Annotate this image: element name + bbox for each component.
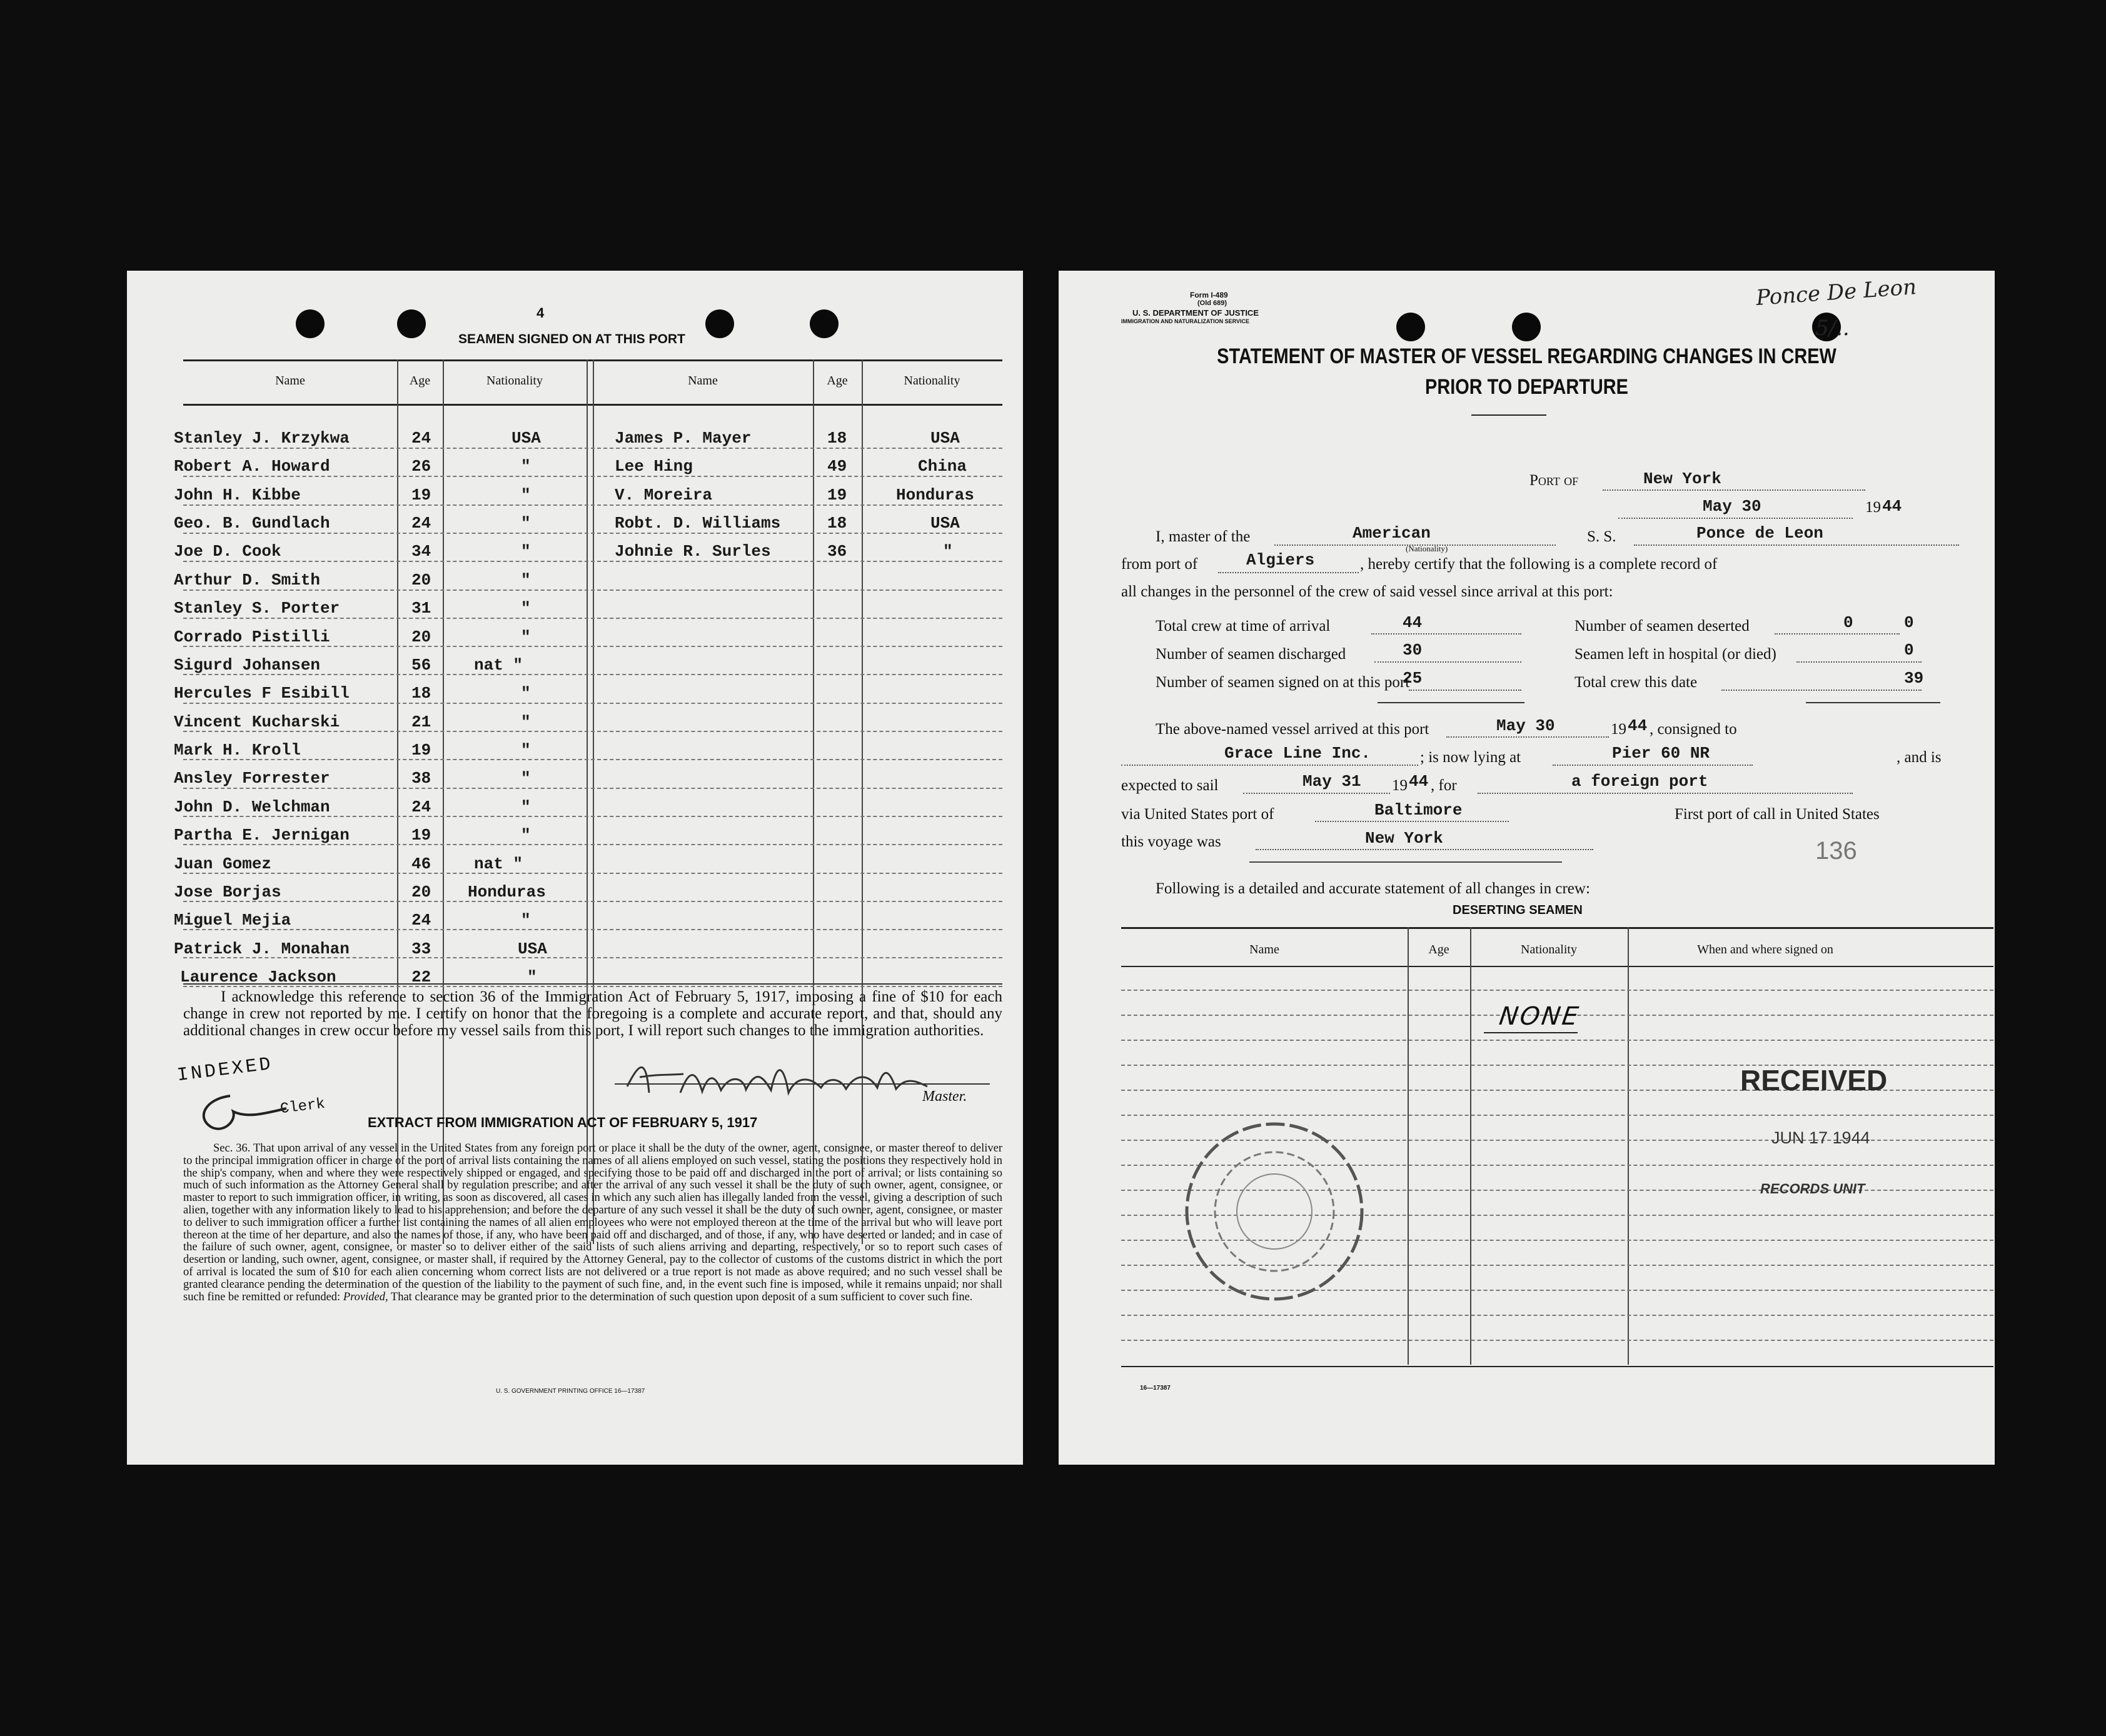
arrived-date: May 30 [1496,716,1555,735]
form-number: Form I-489 [1190,291,1228,299]
arrived-year: 44 [1628,716,1648,735]
seaman-nationality: USA [511,429,541,448]
lying-label: ; is now lying at [1420,749,1521,766]
deserting-col-divider [1628,927,1629,1365]
seaman-age: 20 [411,883,431,901]
seaman-age: 31 [411,599,431,618]
table-row-rule [183,533,1002,534]
form-title-line-2: PRIOR TO DEPARTURE [1425,375,1628,399]
seaman-age: 20 [411,628,431,646]
seaman-nationality: " [521,599,531,618]
total-arrival-label: Total crew at time of arrival [1156,618,1331,635]
ss-label: S. S. [1587,528,1616,545]
deserting-col-divider [1470,927,1471,1365]
seaman-nationality: " [521,798,531,816]
seaman-nationality: USA [930,514,960,533]
from-port-value: Algiers [1246,551,1315,569]
lying-value: Pier 60 NR [1612,744,1710,763]
column-divider [443,359,444,1244]
signed-on-value: 25 [1403,669,1423,688]
department: U. S. DEPARTMENT OF JUSTICE [1132,308,1259,318]
certify-text: , hereby certify that the following is a complete record of [1360,556,1718,573]
seaman-age: 19 [411,826,431,845]
seaman-age: 21 [411,713,431,731]
voyage-value: New York [1365,829,1443,848]
arrived-label: The above-named vessel arrived at this port [1156,721,1429,738]
seaman-age: 22 [411,968,431,986]
deserting-row-rule [1121,1040,1993,1041]
punch-hole [705,309,734,338]
col-age: Age [409,374,431,388]
seaman-nationality: " [521,769,531,788]
printer-line: 16—17387 [1140,1385,1171,1392]
form-old: (Old 689) [1197,299,1227,307]
deserting-row-rule [1121,990,1993,991]
section-body: That upon arrival of any vessel in the United States from any foreign port or place it shall be the duty of the owner, agent, consignee, or master thereof to deliver to the principal immigration officer in charge of the port of arrival lists containing the names of all aliens employed on such vessel, stating the positions they respectively hold in the ship's company, when and where they were respectively shipped or engaged, and specifying those to be paid off and discharged in the port of arrival; or lists containing so much of such information as the Attorney General shall by regulation prescribe; and after the arrival of any such vessel it shall be the duty of such owner, agent, consignee, or master to report to such immigration officer, in writing, as soon as discovered, all cases in which any such alien has illegally landed from the vessel, giving a description of such alien, together with any information likely to lead to his apprehension; and before the departure of any such vessel it shall be the duty of such owner, agent, consignee, or master to deliver to such immigration officer a further list containing the names of all alien employees who were not employed thereon at the time of the arrival but who will leave port thereon at the time of her departure, and also the names of those, if any, who have been paid off and discharged, and of those, if any, who have deserted or landed; and in case of the failure of such owner, agent, consignee, or master so to deliver either of the said lists of such aliens arriving and departing, respectively, or so to report such cases of desertion or landing, such owner, agent, consignee, or master shall, if required by the Attorney General, pay to the collector of customs of the customs district in which the port of arrival is located the sum of $10 for each alien concerning whom correct lists are not delivered or a true report is not made as above required; and no such vessel shall be granted clearance pending the determination of the question of the liability to the payment of such fine, and, in the event such fine is imposed, while it remains unpaid; nor shall such fine be remitted or refunded: [183,1142,1002,1303]
seaman-nationality: " [521,684,531,703]
seaman-age: 18 [411,684,431,703]
postmark-stamp [1171,1108,1378,1315]
seaman-nationality: " [521,514,531,533]
seaman-nationality: China [918,457,967,476]
seaman-nationality: " [521,911,531,930]
desert-col-name: Name [1249,943,1279,956]
table-row-rule [183,561,1002,562]
clerk-label: Clerk [279,1095,326,1118]
column-divider [587,359,588,1244]
none-entry: NONE [1497,1002,1582,1031]
seaman-age: 38 [411,769,431,788]
vessel-name: Ponce de Leon [1696,524,1823,543]
table-row-rule [183,504,1002,506]
punch-hole [810,309,839,338]
seaman-name: Lee Hing [615,457,693,476]
seaman-name: Mark H. Kroll [174,741,301,760]
master-signature-line [615,1083,990,1085]
seaman-age: 19 [411,486,431,504]
seaman-nationality: USA [518,940,547,958]
seaman-nationality: " [521,457,531,476]
seaman-age: 26 [411,457,431,476]
seaman-age: 24 [411,429,431,448]
seaman-age: 19 [827,486,847,504]
seaman-name: Geo. B. Gundlach [174,514,330,533]
form-title-line-1: STATEMENT OF MASTER OF VESSEL REGARDING CHANGES IN CREW [1217,344,1836,368]
seaman-name: Jose Borjas [174,883,281,901]
seaman-name: Corrado Pistilli [174,628,330,646]
seaman-name: Laurence Jackson [180,968,336,986]
arrived-year-prefix: 19 [1611,721,1626,738]
totals-underline [1378,702,1524,703]
col-name: Name [275,374,305,388]
seaman-nationality: " [943,542,953,561]
voyage-underline [1249,861,1562,863]
table-row-rule [183,929,1002,930]
nationality-hint: (Nationality) [1406,544,1448,553]
seaman-age: 19 [411,741,431,760]
none-underline [1484,1032,1578,1033]
port-label: Port of [1529,472,1579,489]
handwritten-date-note: 5/.. [1815,316,1850,341]
service: IMMIGRATION AND NATURALIZATION SERVICE [1121,318,1249,324]
seaman-nationality: " [521,542,531,561]
seaman-nationality: " [521,713,531,731]
all-changes-text: all changes in the personnel of the crew of said vessel since arrival at this port: [1121,583,1613,600]
seaman-age: 18 [827,514,847,533]
consigned-label: , consigned to [1650,721,1737,738]
col-nationality: Nationality [486,374,543,388]
right-page [1059,271,1995,1465]
received-stamp: RECEIVED [1740,1064,1888,1096]
total-date-value: 39 [1904,669,1924,688]
deserted-value-2: 0 [1904,613,1914,632]
punch-hole [296,309,325,338]
signed-on-label: Number of seamen signed on at this port [1156,674,1410,691]
deserting-table-header-rule [1121,966,1993,967]
section-label: Sec. 36. [213,1142,251,1155]
deserting-title: DESERTING SEAMEN [1453,903,1583,917]
handwritten-vessel-note: Ponce De Leon [1755,274,1918,311]
first-port-label: First port of call in United States [1675,806,1880,823]
seaman-nationality: Honduras [468,883,546,901]
seaman-name: Sigurd Johansen [174,656,321,675]
seaman-nationality: " [521,571,531,590]
seaman-nationality: " [521,628,531,646]
punch-hole [1396,313,1425,341]
totals-underline [1806,702,1940,703]
seaman-name: V. Moreira [615,486,713,504]
seaman-name: Johnie R. Surles [615,542,771,561]
seaman-name: Joe D. Cook [174,542,281,561]
seaman-nationality: " [527,968,537,986]
year-value: 44 [1882,497,1902,516]
destination: a foreign port [1571,772,1708,791]
total-arrival-value: 44 [1403,613,1423,632]
table-row-rule [183,448,1002,449]
column-divider [593,359,594,1244]
seaman-age: 24 [411,514,431,533]
seamen-signed-on-title: SEAMEN SIGNED ON AT THIS PORT [458,332,685,346]
seaman-name: Miguel Mejia [174,911,291,930]
table-row-rule [183,759,1002,760]
sail-year-prefix: 19 [1392,777,1408,794]
stamped-number: 136 [1815,837,1857,865]
received-date: JUN 17 1944 [1771,1128,1870,1147]
seaman-name: John D. Welchman [174,798,330,816]
page-number: 4 [537,305,545,321]
seaman-nationality: nat " [474,855,523,873]
deserting-row-rule [1121,1315,1993,1316]
seaman-name: Robert A. Howard [174,457,330,476]
deserting-row-rule [1121,1340,1993,1341]
seaman-nationality: " [521,741,531,760]
and-is-label: , and is [1897,749,1942,766]
deserted-label: Number of seamen deserted [1574,618,1750,635]
table-row-rule [183,873,1002,874]
table-row-rule [183,618,1002,619]
seaman-name: James P. Mayer [615,429,752,448]
port-value: New York [1643,469,1721,488]
printer-line: U. S. GOVERNMENT PRINTING OFFICE 16—17387 [496,1388,645,1395]
records-unit: RECORDS UNIT [1760,1181,1865,1197]
seaman-name: Partha E. Jernigan [174,826,350,845]
col-nationality: Nationality [904,374,960,388]
hospital-value: 0 [1904,641,1914,660]
seaman-age: 34 [411,542,431,561]
indexed-stamp: INDEXED [176,1053,275,1087]
seaman-age: 33 [411,940,431,958]
seaman-nationality: " [521,486,531,504]
left-page [127,271,1023,1465]
sail-year: 44 [1409,772,1429,791]
punch-hole [1512,313,1541,341]
seaman-age: 49 [827,457,847,476]
nationality-value: American [1353,524,1431,543]
year-prefix: 19 [1865,499,1881,516]
seaman-name: Arthur D. Smith [174,571,321,590]
table-row-rule [183,476,1002,477]
title-underline [1471,414,1546,416]
consignee: Grace Line Inc. [1224,744,1371,763]
desert-col-signed-on: When and where signed on [1697,943,1833,956]
seaman-age: 20 [411,571,431,590]
acknowledgement-text: I acknowledge this reference to section 36 of the Immigration Act of February 5, 1917, imposing a fine of $10 for each change in crew not reported by me. I certify on honor that the foregoing is a complete and accurate report, and that, should any additional changes in crew occur before my vessel sails from this port, I will report such changes to the immigration authorities. [183,988,1002,1039]
seaman-nationality: " [521,826,531,845]
seaman-age: 24 [411,911,431,930]
table-row-rule [183,901,1002,902]
master-label: Master. [922,1088,967,1105]
section-36-text [183,1143,1002,1303]
total-date-label: Total crew this date [1574,674,1698,691]
seaman-age: 46 [411,855,431,873]
seaman-name: Vincent Kucharski [174,713,340,731]
master-label: I, master of the [1156,528,1251,545]
following-text: Following is a detailed and accurate statement of all changes in crew: [1156,880,1590,897]
col-name: Name [688,374,718,388]
seaman-name: Hercules F Esibill [174,684,350,703]
column-divider [397,359,398,1244]
expected-label: expected to sail [1121,777,1219,794]
seaman-age: 36 [827,542,847,561]
for-label: , for [1431,777,1457,794]
from-port-label: from port of [1121,556,1198,573]
deserting-table-top [1121,927,1993,929]
extract-title: EXTRACT FROM IMMIGRATION ACT OF FEBRUARY 5, 1917 [368,1115,758,1130]
seaman-nationality: Honduras [896,486,974,504]
seaman-name: Stanley J. Krzykwa [174,429,350,448]
desert-col-nationality: Nationality [1521,943,1577,956]
clerk-initials-signature [186,1083,299,1140]
discharged-value: 30 [1403,641,1423,660]
seaman-nationality: USA [930,429,960,448]
seaman-age: 56 [411,656,431,675]
punch-hole [397,309,426,338]
report-date: May 30 [1703,497,1761,516]
seaman-name: Stanley S. Porter [174,599,340,618]
seaman-name: Robt. D. Williams [615,514,781,533]
col-age: Age [827,374,848,388]
seaman-name: Juan Gomez [174,855,272,873]
voyage-label: this voyage was [1121,833,1221,850]
via-value: Baltimore [1374,801,1463,820]
table-bottom-rule [183,983,1002,985]
seaman-age: 24 [411,798,431,816]
deserted-value: 0 [1843,613,1853,632]
provided-label: Provided, [343,1290,388,1303]
sail-date: May 31 [1302,772,1361,791]
seaman-age: 18 [827,429,847,448]
deserting-col-divider [1408,927,1409,1365]
seaman-name: John H. Kibbe [174,486,301,504]
master-signature [621,1049,1071,1111]
desert-col-age: Age [1428,943,1449,956]
deserting-table-bottom [1121,1366,1993,1367]
seaman-name: Ansley Forrester [174,769,330,788]
via-label: via United States port of [1121,806,1274,823]
hospital-label: Seamen left in hospital (or died) [1574,646,1776,663]
seaman-name: Patrick J. Monahan [174,940,350,958]
section-body-end: That clearance may be granted prior to the determination of such question upon deposit of a sum sufficient to cover such fine. [390,1290,973,1303]
seaman-nationality: nat " [474,656,523,675]
discharged-label: Number of seamen discharged [1156,646,1346,663]
